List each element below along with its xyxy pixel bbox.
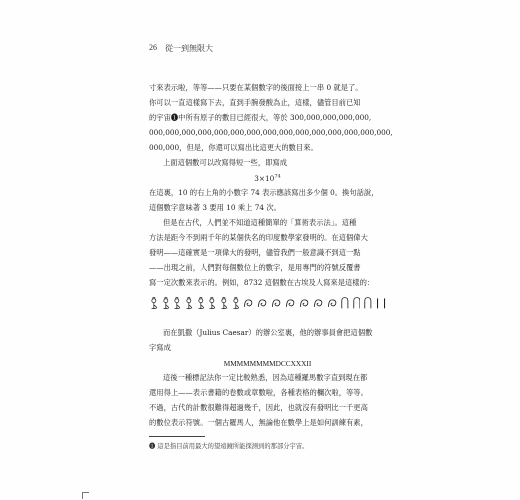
coil-hundred-glyph [243, 294, 253, 312]
text-line: 的宇宙❶中所有原子的數目已經很大，等於 300,000,000,000,000, [149, 112, 372, 122]
stroke-unit-glyph [383, 294, 386, 312]
paragraph-1 [149, 81, 393, 156]
egyptian-numeral-8732 [150, 291, 386, 315]
text-line: 上面這個數可以改寫得短一些，即寫成 [163, 158, 288, 167]
text-line: 寫一定次數來表示的。例如，8732 這個數在古埃及人寫來是這樣的： [149, 277, 375, 287]
text-line: ——出現之前，人們對每個數位上的數字，是用專門的符號反覆書 [149, 262, 361, 272]
heel-ten-glyph [364, 294, 372, 312]
coil-hundred-glyph [271, 294, 281, 312]
formula [149, 172, 386, 187]
paragraph-3 [149, 186, 386, 216]
text-line: 000,000,000,000,000,000,000,000,000,000,000,000,000,000,000, [149, 127, 393, 137]
roman-numeral-text: MMMMMMMMDCCXXXII [223, 359, 312, 368]
formula-base: 3×10 [254, 174, 275, 183]
coil-hundred-glyph [257, 294, 267, 312]
text-line: 這個數字意味著 3 要用 10 乘上 74 次。 [149, 202, 281, 212]
text-line: 方法是距今不到兩千年的某個佚名的印度數學家發明的。在這個偉大 [149, 232, 368, 242]
coil-hundred-glyph [327, 294, 337, 312]
page-number: 26 [149, 43, 157, 52]
text-line: 而在凱撒（Julius Caesar）的辦公室裏，他的辦事員會把這個數 [163, 328, 373, 337]
text-line: 發明——這確實是一項偉大的發明，儘管我們一般意識不到這一點 [149, 247, 361, 257]
stroke-unit-glyph [376, 294, 379, 312]
paragraph-2 [149, 156, 386, 171]
formula-exponent: 74 [274, 173, 281, 180]
text-line: 000,000，但是，你還可以寫出比這更大的數目來。 [149, 142, 318, 152]
lotus-thousand-glyph [232, 294, 240, 312]
footnote-rule [149, 436, 205, 437]
lotus-thousand-glyph [173, 294, 181, 312]
lotus-thousand-glyph [220, 294, 228, 312]
lotus-thousand-glyph [185, 294, 193, 312]
running-title: 從一到無限大 [165, 44, 213, 53]
paragraph-4 [149, 216, 386, 291]
coil-hundred-glyph [285, 294, 295, 312]
lotus-thousand-glyph [197, 294, 205, 312]
paragraph-5 [149, 326, 386, 356]
heel-ten-glyph [353, 294, 361, 312]
coil-hundred-glyph [299, 294, 309, 312]
paragraph-6 [149, 371, 386, 431]
text-line: 的數位表示符號。一個古羅馬人，無論他在數學上是如何訓練有素， [149, 417, 368, 427]
text-line: 寸來表示啦，等等——只要在某個數字的後面接上一串 0 就是了。 [149, 83, 363, 92]
text-line: 字寫成 [149, 342, 171, 352]
crop-mark [82, 492, 89, 499]
lotus-thousand-glyph [162, 294, 170, 312]
heel-ten-glyph [341, 294, 349, 312]
text-line: 還用得上——表示書籍的卷數或章數啦，各種表格的欄次啦，等等。 [149, 387, 368, 397]
text-line: 在這裏，10 的右上角的小數字 74 表示應該寫出多少個 0。換句話說， [149, 188, 379, 197]
roman-numeral [149, 357, 386, 372]
text-line: 你可以一直這樣寫下去，直到手腕發酸為止，這樣，儘管目前已知 [149, 97, 361, 107]
running-header [149, 43, 386, 54]
coil-hundred-glyph [313, 294, 323, 312]
text-line: 這後一種標記法你一定比較熟悉，因為這種羅馬數字直到現在都 [163, 373, 368, 382]
lotus-thousand-glyph [150, 294, 158, 312]
text-line: 不過，古代的計數很難得超過幾千，因此，也就沒有發明比一千更高 [149, 402, 368, 412]
footnote: ❶ 這是指目前用最大的望遠鏡所能探測到的那部分宇宙。 [149, 443, 309, 450]
text-line: 但是在古代，人們並不知道這種簡單的「算術表示法」。這種 [163, 218, 357, 227]
lotus-thousand-glyph [208, 294, 216, 312]
